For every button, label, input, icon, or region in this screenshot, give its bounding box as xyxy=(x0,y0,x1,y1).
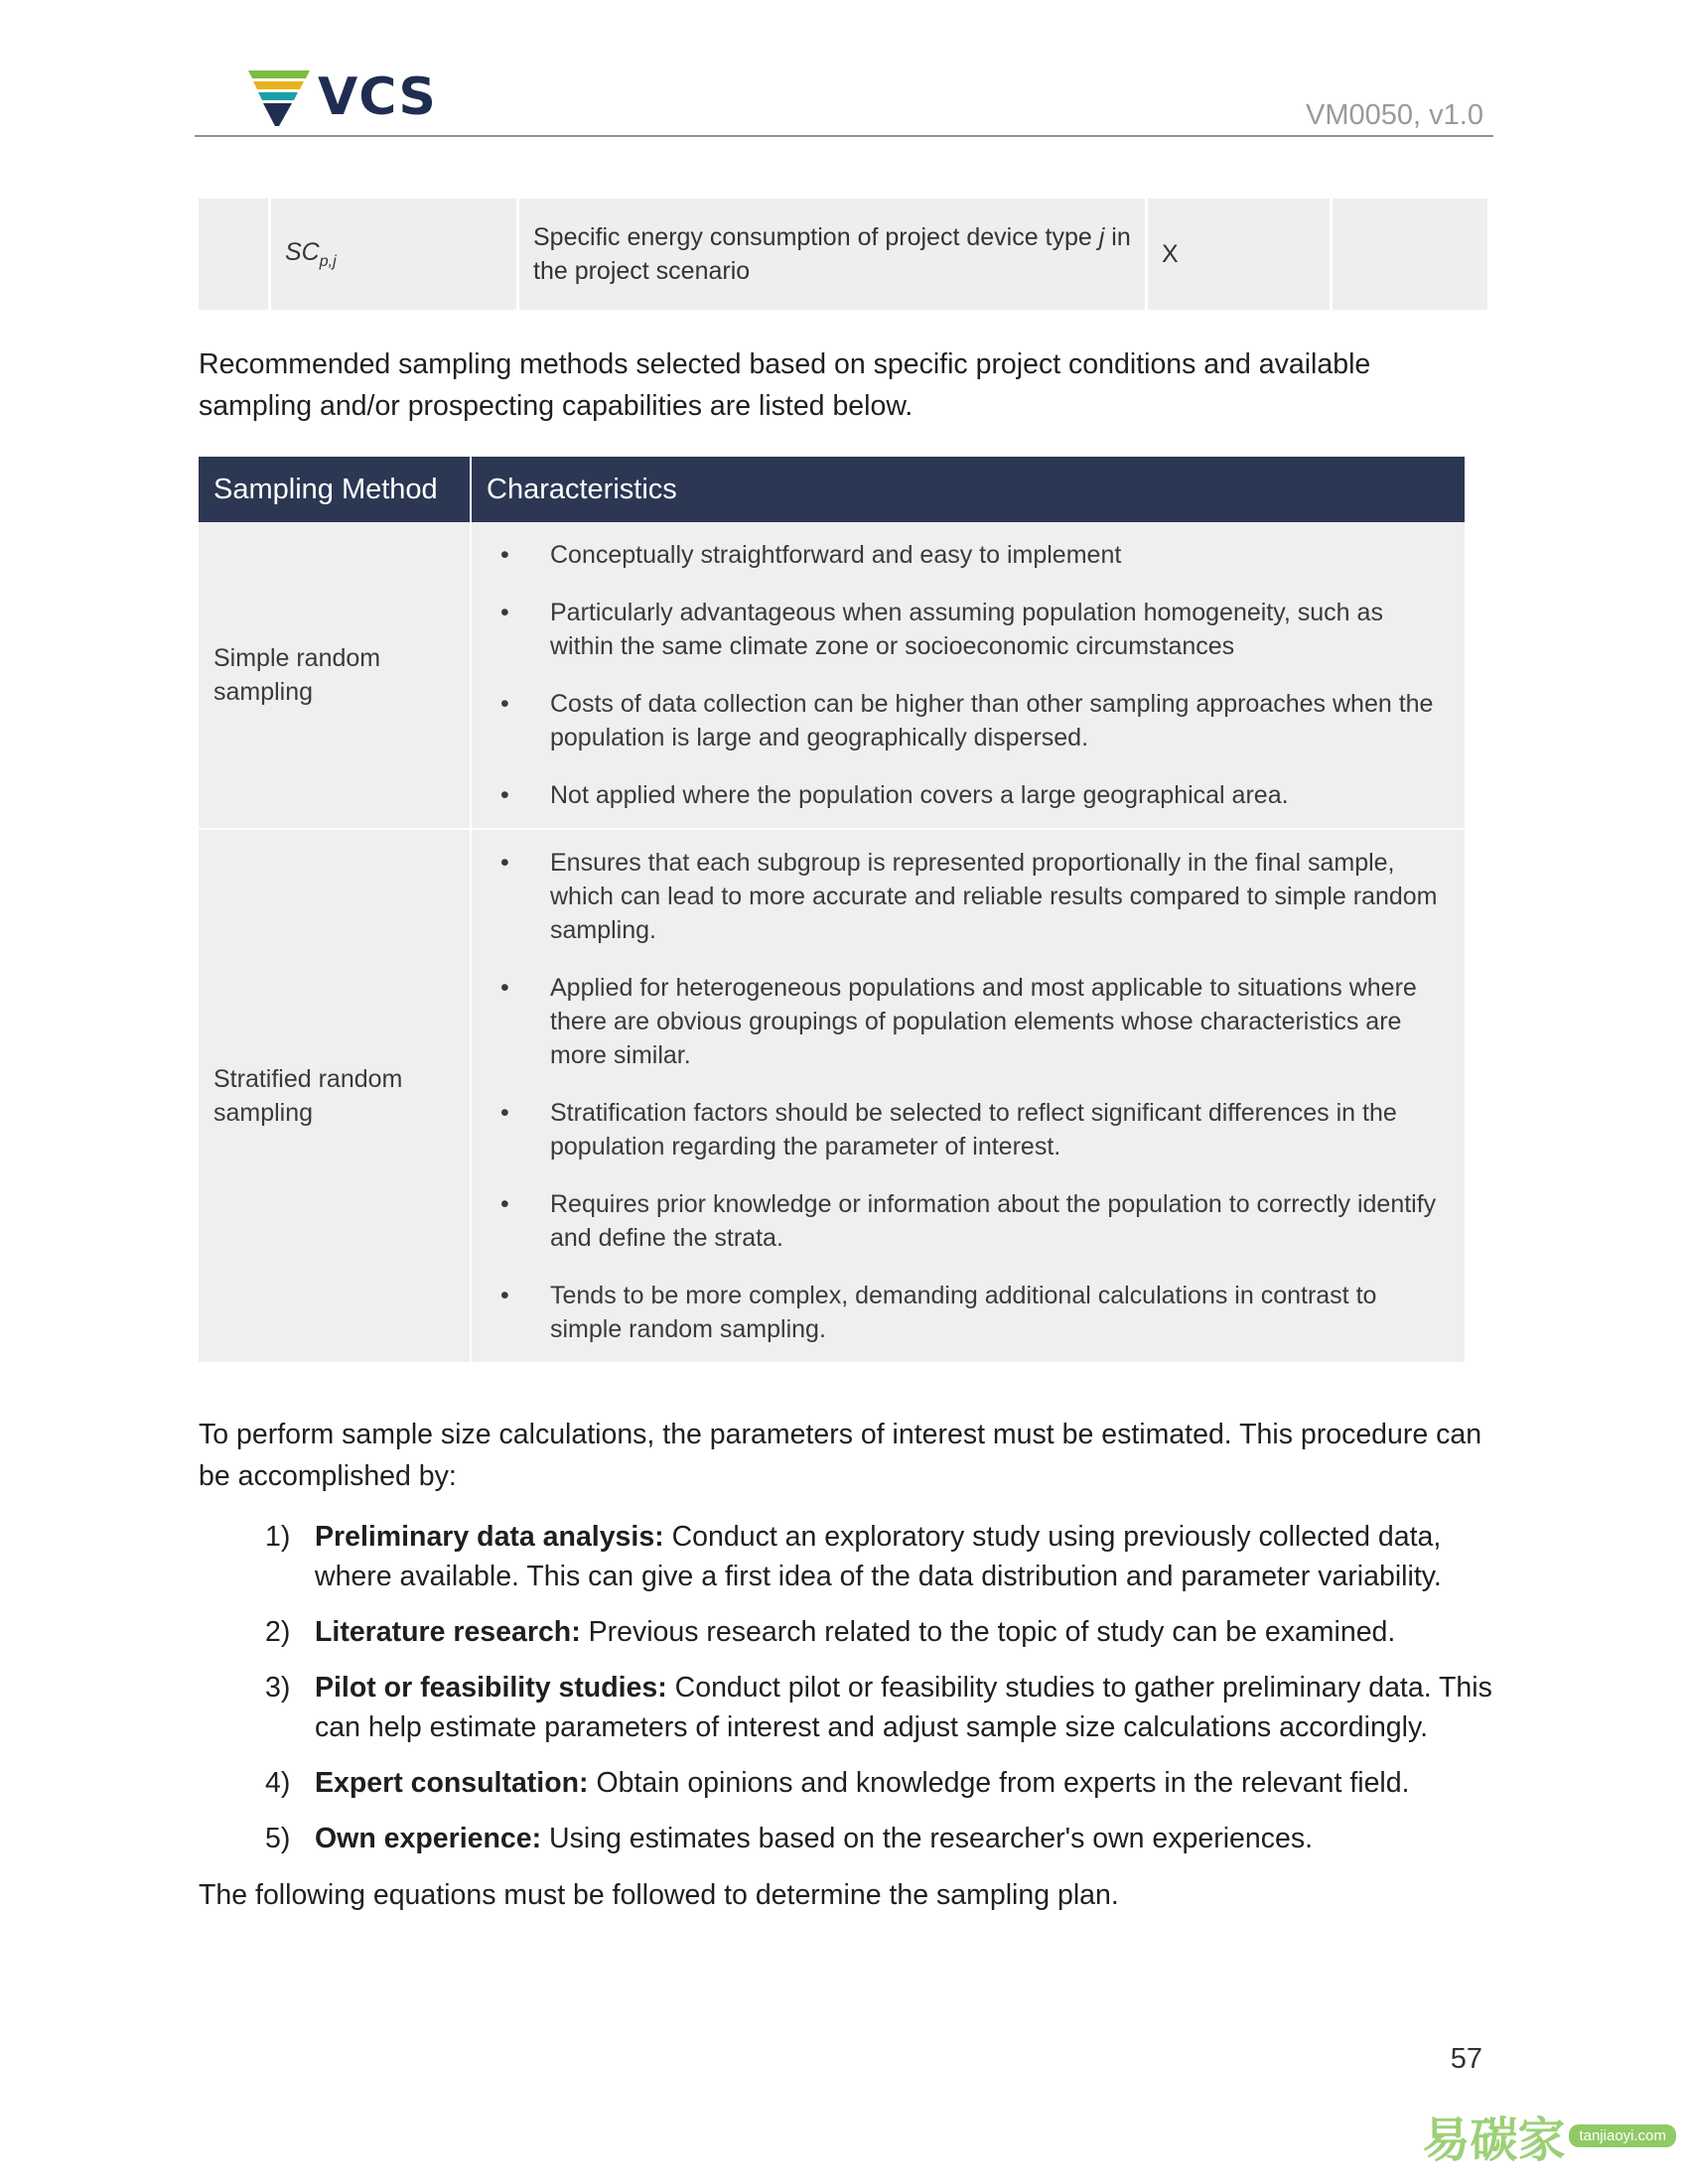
empty-cell xyxy=(199,199,270,310)
table-header-row xyxy=(199,457,1465,522)
list-item: • Not applied where the population covers a large geographical area. xyxy=(473,778,1464,812)
step-text: Using estimates based on the researcher's own experiences. xyxy=(541,1823,1314,1854)
page-number: 57 xyxy=(1450,2043,1482,2075)
list-number: 5) xyxy=(265,1823,291,1854)
step-title: Preliminary data analysis: xyxy=(315,1521,664,1553)
characteristics-list xyxy=(473,846,1464,1346)
step-title: Expert consultation: xyxy=(315,1767,589,1799)
sampling-methods-table xyxy=(199,457,1465,1362)
list-item: • Applied for heterogeneous populations and most applicable to situations where there are obvious groupings of population elements whose characteristics are more similar. xyxy=(473,971,1464,1072)
watermark-logo xyxy=(1422,2102,1676,2170)
column-header: Sampling Method xyxy=(199,457,471,522)
vcs-logo xyxy=(248,68,437,127)
list-item xyxy=(265,1517,1496,1596)
parameter-mark: X xyxy=(1147,199,1332,310)
watermark-domain: tanjiaoyi.com xyxy=(1569,2124,1676,2147)
estimation-methods-list xyxy=(265,1517,1496,1874)
list-item: • Requires prior knowledge or information about the population to correctly identify and define the strata. xyxy=(473,1187,1464,1255)
list-item: • Stratification factors should be selected to reflect significant differences in the population regarding the parameter of interest. xyxy=(473,1096,1464,1163)
step-text: Obtain opinions and knowledge from experts in the relevant field. xyxy=(588,1767,1410,1799)
list-item: • Costs of data collection can be higher than other sampling approaches when the population is large and geographically dispersed. xyxy=(473,687,1464,754)
vcs-chevron-icon xyxy=(248,68,310,126)
list-item xyxy=(265,1763,1496,1803)
list-item: • Tends to be more complex, demanding additional calculations in contrast to simple random sampling. xyxy=(473,1279,1464,1346)
column-header: Characteristics xyxy=(471,457,1465,522)
step-text: Conduct pilot or feasibility studies to gather preliminary data. This can help estimate parameters of interest and adjust sample size calculations accordingly. xyxy=(315,1672,1492,1743)
list-number: 4) xyxy=(265,1767,291,1799)
list-item: • Conceptually straightforward and easy to implement xyxy=(473,538,1464,572)
table-row xyxy=(199,199,1487,310)
table-row xyxy=(199,522,1465,829)
list-item xyxy=(265,1612,1496,1652)
step-title: Pilot or feasibility studies: xyxy=(315,1672,667,1704)
step-text: Conduct an exploratory study using previously collected data, where available. This can give a first idea of the data distribution and parameter variability. xyxy=(315,1521,1442,1592)
characteristics-cell xyxy=(471,522,1465,829)
method-name: Simple random sampling xyxy=(199,522,471,829)
list-number: 1) xyxy=(265,1521,291,1553)
logo-text: VCS xyxy=(318,68,437,127)
intro-paragraph: Recommended sampling methods selected based on specific project conditions and available sampling and/or prospecting capabilities are listed below. xyxy=(199,348,1371,422)
parameter-description: Specific energy consumption of project device type j in the project scenario xyxy=(518,199,1147,310)
characteristics-list xyxy=(473,538,1464,812)
empty-cell xyxy=(1332,199,1488,310)
step-title: Literature research: xyxy=(315,1616,581,1648)
list-item xyxy=(265,1819,1496,1858)
table-row xyxy=(199,829,1465,1362)
characteristics-cell xyxy=(471,829,1465,1362)
method-name: Stratified random sampling xyxy=(199,829,471,1362)
list-number: 3) xyxy=(265,1672,291,1704)
calc-intro-paragraph: To perform sample size calculations, the parameters of interest must be estimated. This procedure can be accomplished by: xyxy=(199,1419,1482,1492)
closing-paragraph: The following equations must be followed to determine the sampling plan. xyxy=(199,1879,1119,1911)
watermark-text: 易碳家 xyxy=(1422,2113,1566,2168)
header-divider xyxy=(195,135,1493,137)
list-number: 2) xyxy=(265,1616,291,1648)
parameter-table xyxy=(199,199,1487,310)
list-item: • Particularly advantageous when assuming population homogeneity, such as within the same climate zone or socioeconomic circumstances xyxy=(473,596,1464,663)
list-item: • Ensures that each subgroup is represented proportionally in the final sample, which can lead to more accurate and reliable results compared to simple random sampling. xyxy=(473,846,1464,947)
parameter-symbol: $SC_{p,j}$ xyxy=(270,199,518,310)
step-text: Previous research related to the topic of study can be examined. xyxy=(580,1616,1396,1648)
document-code: VM0050, v1.0 xyxy=(1306,99,1483,131)
step-title: Own experience: xyxy=(315,1823,542,1854)
list-item xyxy=(265,1668,1496,1747)
